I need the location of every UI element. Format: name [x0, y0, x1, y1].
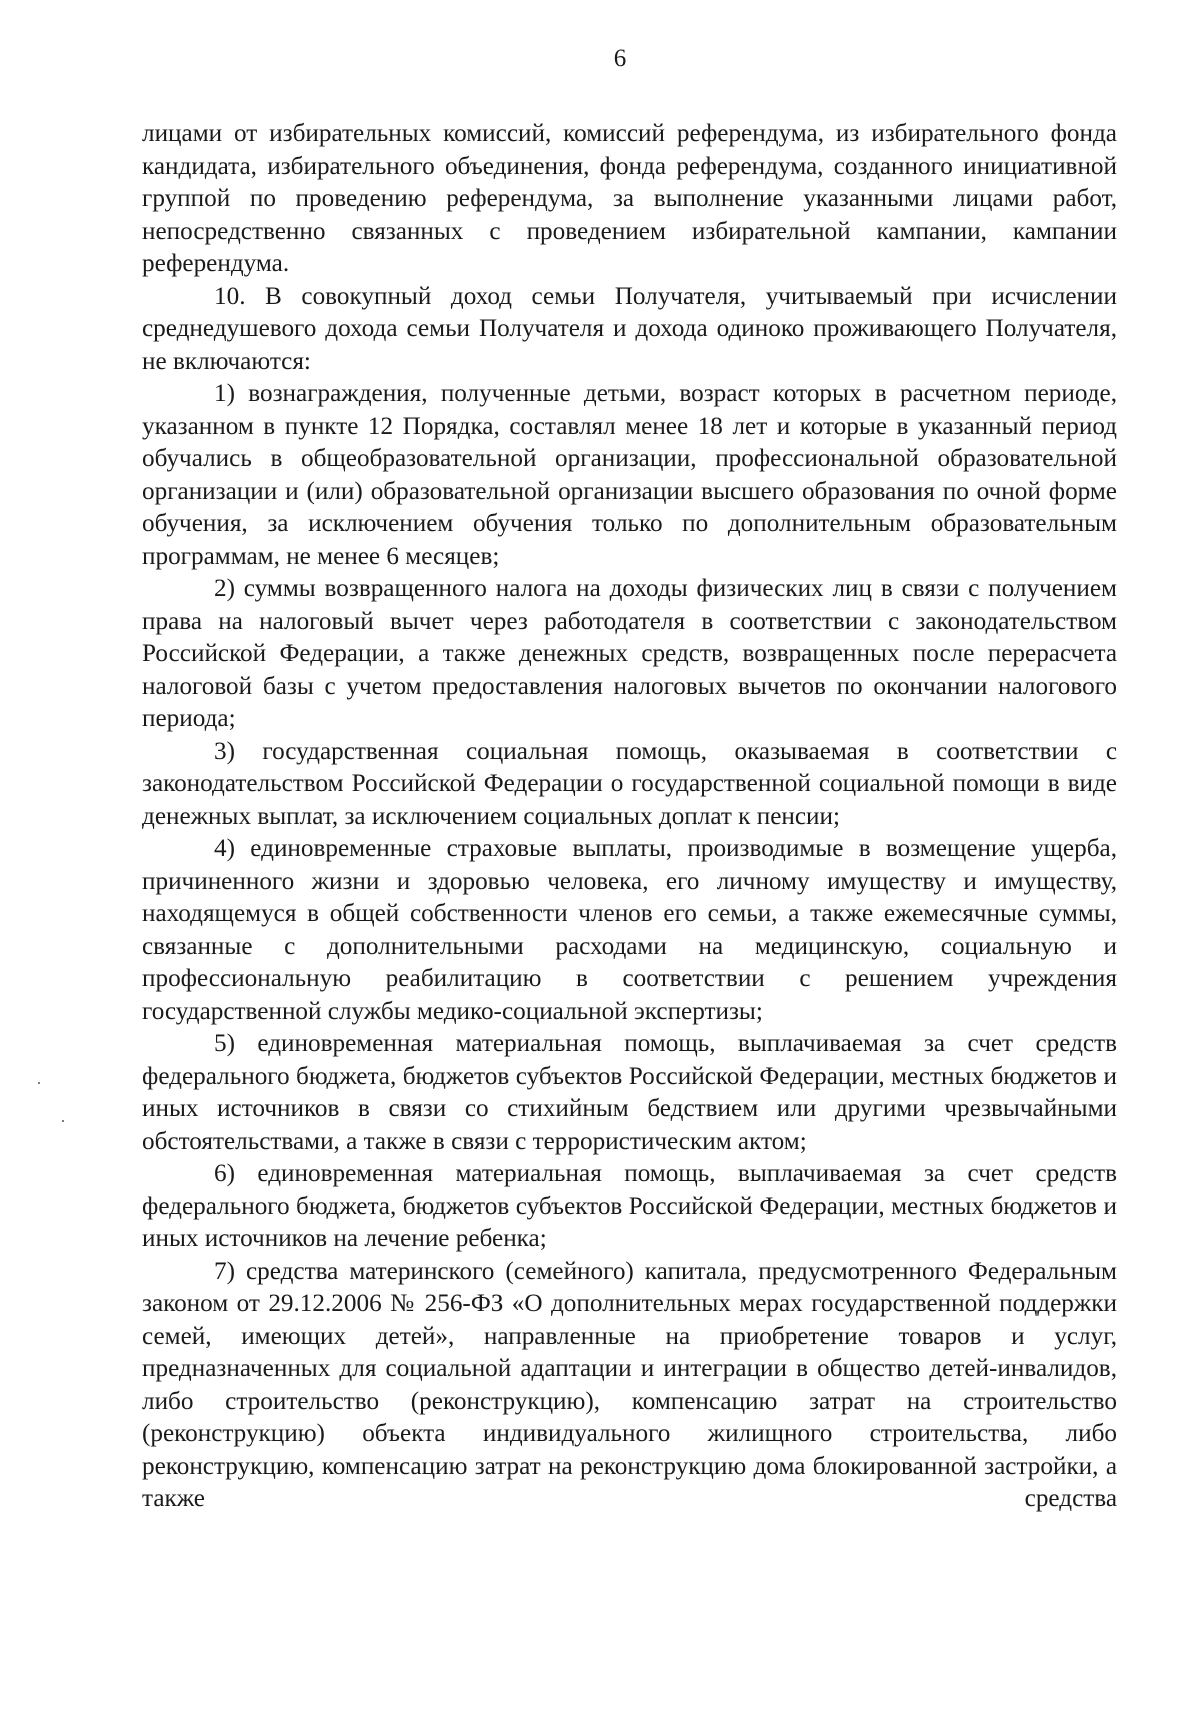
list-item-2: 2) суммы возвращенного налога на доходы физических лиц в связи с получением права на налоговый вычет через работодателя в соответствии с законодательством Российской Федерации, а также денежных средств, возвращенных после перерасчета налоговой базы с учетом предоставления налоговых вычетов по окончании налогового периода; [142, 575, 1117, 732]
scan-speck [38, 1082, 40, 1084]
paragraph-item-10: 10. В совокупный доход семьи Получателя, учитываемый при исчислении среднедушевого дохода семьи Получателя и дохода одиноко проживающего Получателя, не включаются: [142, 282, 1117, 375]
list-item-4: 4) единовременные страховые выплаты, производимые в возмещение ущерба, причиненного жизни и здоровью человека, его личному имуществу и имуществу, находящемуся в общей собственности членов его семьи, а также ежемесячные суммы, связанные с дополнительными расходами на медицинскую, социальную и профессиональную реабилитацию в соответствии с решением учреждения государственной службы медико-социальной экспертизы; [142, 835, 1117, 1025]
scan-speck [62, 1120, 64, 1122]
page-number: 6 [613, 45, 627, 72]
paragraph-continuation: лицами от избирательных комиссий, комиссий референдума, из избирательного фонда кандидата, избирательного объединения, фонда референдума, созданного инициативной группой по проведению референдума, за выполнение указанными лицами работ, непосредственно связанных с проведением избирательной кампании, кампании референдума. [142, 120, 1117, 277]
document-body [142, 118, 1117, 1516]
list-item-5: 5) единовременная материальная помощь, выплачиваемая за счет средств федерального бюджета, бюджетов субъектов Российской Федерации, местных бюджетов и иных источников в связи со стихийным бедствием или другими чрезвычайными обстоятельствами, а также в связи с террористическим актом; [142, 1030, 1117, 1155]
list-item-7: 7) средства материнского (семейного) капитала, предусмотренного Федеральным законом от 29.12.2006 № 256-ФЗ «О дополнительных мерах государственной поддержки семей, имеющих детей», направленные на приобретение товаров и услуг, предназначенных для социальной адаптации и интеграции в общество детей-инвалидов, либо строительство (реконструкцию), компенсацию затрат на строительство (реконструкцию) объекта индивидуального жилищного строительства, либо реконструкцию, компенсацию затрат на реконструкцию дома блокированной застройки, а также средства [142, 1257, 1117, 1512]
list-item-3: 3) государственная социальная помощь, оказываемая в соответствии с законодательством Российской Федерации о государственной социальной помощи в виде денежных выплат, за исключением социальных доплат к пенсии; [142, 737, 1117, 830]
list-item-6: 6) единовременная материальная помощь, выплачиваемая за счет средств федерального бюджета, бюджетов субъектов Российской Федерации, местных бюджетов и иных источников на лечение ребенка; [142, 1160, 1117, 1252]
list-item-1: 1) вознаграждения, полученные детьми, возраст которых в расчетном периоде, указанном в пункте 12 Порядка, составлял менее 18 лет и которые в указанный период обучались в общеобразовательной организации, профессиональной образовательной организации и (или) образовательной организации высшего образования по очной форме обучения, за исключением обучения только по дополнительным образовательным программам, не менее 6 месяцев; [142, 380, 1117, 570]
